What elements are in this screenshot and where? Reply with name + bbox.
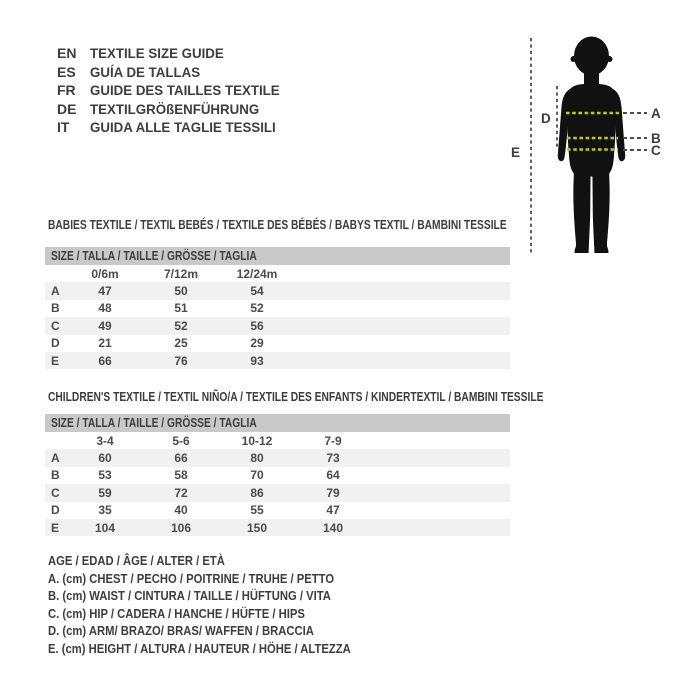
language-guide (57, 44, 290, 137)
row-label: C (51, 318, 60, 333)
language-code: EN (57, 45, 77, 61)
table-cell: 56 (250, 318, 264, 333)
table-cell: 150 (246, 520, 268, 535)
measurement-legend (48, 553, 384, 659)
column-header: 12/24m (236, 266, 278, 281)
table-row (45, 317, 510, 334)
table-cell: 79 (326, 485, 340, 500)
table-cell: 70 (250, 468, 264, 483)
language-label: GUIDE DES TAILLES TEXTILE (90, 82, 280, 99)
table-cell: 64 (326, 468, 340, 483)
language-label: GUIDA ALLE TAGLIE TESSILI (90, 119, 276, 136)
table-row (45, 502, 510, 519)
marker-label-b: B (651, 131, 661, 146)
column-header-row (45, 265, 510, 282)
marker-label-e: E (511, 145, 521, 160)
table-cell: 104 (94, 520, 116, 535)
table-row (45, 282, 510, 299)
table-header-bar: SIZE / TALLA / TAILLE / GRÖSSE / TAGLIA (45, 414, 510, 432)
language-row (57, 63, 290, 82)
table-row (45, 467, 510, 484)
language-row (57, 118, 290, 137)
babies-section-title: BABIES TEXTILE / TEXTIL BEBÉS / TEXTILE DES BÉBÉS / BABYS TEXTIL / BAMBINI TESSILE (48, 218, 507, 232)
table-cell: 66 (98, 353, 112, 368)
column-header: 10-12 (241, 433, 273, 448)
table-cell: 29 (250, 336, 264, 351)
language-code: IT (57, 119, 70, 136)
table-cell: 58 (174, 468, 188, 483)
table-cell: 52 (250, 301, 264, 316)
table-cell: 140 (322, 520, 344, 535)
table-cell: 35 (98, 503, 112, 518)
legend-line-height: E. (cm) HEIGHT / ALTURA / HAUTEUR / HÖHE / ALTEZZA (48, 641, 351, 656)
table-cell: 53 (98, 468, 112, 483)
table-cell: 40 (174, 503, 188, 518)
language-row (57, 100, 290, 119)
language-code: DE (57, 100, 77, 117)
table-body (45, 282, 510, 369)
table-cell: 59 (98, 485, 112, 500)
table-cell: 73 (326, 451, 340, 466)
children-section-title: CHILDREN'S TEXTILE / TEXTIL NIÑO/A / TEXTILE DES ENFANTS / KINDERTEXTIL / BAMBINI TESSILE (48, 390, 544, 404)
table-cell: 106 (170, 520, 192, 535)
language-label: GUÍA DE TALLAS (90, 63, 201, 80)
table-cell: 54 (250, 284, 264, 299)
table-cell: 47 (98, 284, 112, 299)
table-cell: 50 (174, 284, 188, 299)
legend-line-age: AGE / EDAD / ÂGE / ALTER / ETÀ (48, 554, 225, 568)
column-header: 0/6m (91, 266, 119, 281)
legend-line-arm: D. (cm) ARM/ BRAZO/ BRAS/ WAFFEN / BRACCIA (48, 624, 314, 639)
row-label: E (51, 520, 60, 535)
table-cell: 60 (98, 451, 112, 466)
babies-size-table (45, 247, 510, 369)
table-cell: 48 (98, 301, 112, 316)
language-code: FR (57, 82, 76, 99)
language-row (57, 44, 290, 63)
table-header-bar: SIZE / TALLA / TAILLE / GRÖSSE / TAGLIA (45, 247, 510, 265)
table-row (45, 335, 510, 352)
children-size-table (45, 414, 510, 536)
legend-line-hip: C. (cm) HIP / CADERA / HANCHE / HÜFTE / HIPS (48, 606, 305, 621)
child-measurement-figure (495, 25, 700, 270)
language-label: TEXTILGRÖßENFÜHRUNG (90, 100, 260, 117)
table-cell: 55 (250, 503, 264, 518)
legend-line-chest: A. (cm) CHEST / PECHO / POITRINE / TRUHE / PETTO (48, 571, 335, 586)
table-cell: 80 (250, 451, 264, 466)
table-body (45, 449, 510, 536)
row-label: B (51, 301, 60, 316)
table-cell: 76 (174, 353, 188, 368)
table-cell: 25 (174, 336, 188, 351)
row-label: C (51, 485, 60, 500)
table-cell: 66 (174, 451, 188, 466)
language-label: TEXTILE SIZE GUIDE (90, 45, 224, 61)
table-row (45, 519, 510, 536)
legend-line-waist: B. (cm) WAIST / CINTURA / TAILLE / HÜFTUNG / VITA (48, 589, 331, 604)
table-cell: 52 (174, 318, 188, 333)
table-row (45, 484, 510, 501)
row-label: D (51, 503, 60, 518)
column-header-row (45, 432, 510, 449)
row-label: A (51, 451, 60, 466)
row-label: E (51, 353, 60, 368)
column-header: 7-9 (324, 433, 342, 448)
table-row (45, 352, 510, 369)
marker-label-c: C (651, 143, 661, 158)
row-label: D (51, 336, 60, 351)
marker-label-d: D (541, 111, 551, 126)
column-header: 5-6 (172, 433, 190, 448)
table-cell: 72 (174, 485, 188, 500)
table-cell: 51 (174, 301, 188, 316)
marker-label-a: A (651, 106, 661, 121)
row-label: A (51, 284, 60, 299)
column-header: 3-4 (96, 433, 114, 448)
table-cell: 93 (250, 353, 264, 368)
table-cell: 21 (98, 336, 112, 351)
table-cell: 49 (98, 318, 112, 333)
language-row (57, 81, 290, 100)
table-row (45, 300, 510, 317)
column-header: 7/12m (163, 266, 199, 281)
language-code: ES (57, 63, 76, 80)
row-label: B (51, 468, 60, 483)
table-cell: 86 (250, 485, 264, 500)
table-cell: 47 (326, 503, 340, 518)
table-row (45, 449, 510, 466)
